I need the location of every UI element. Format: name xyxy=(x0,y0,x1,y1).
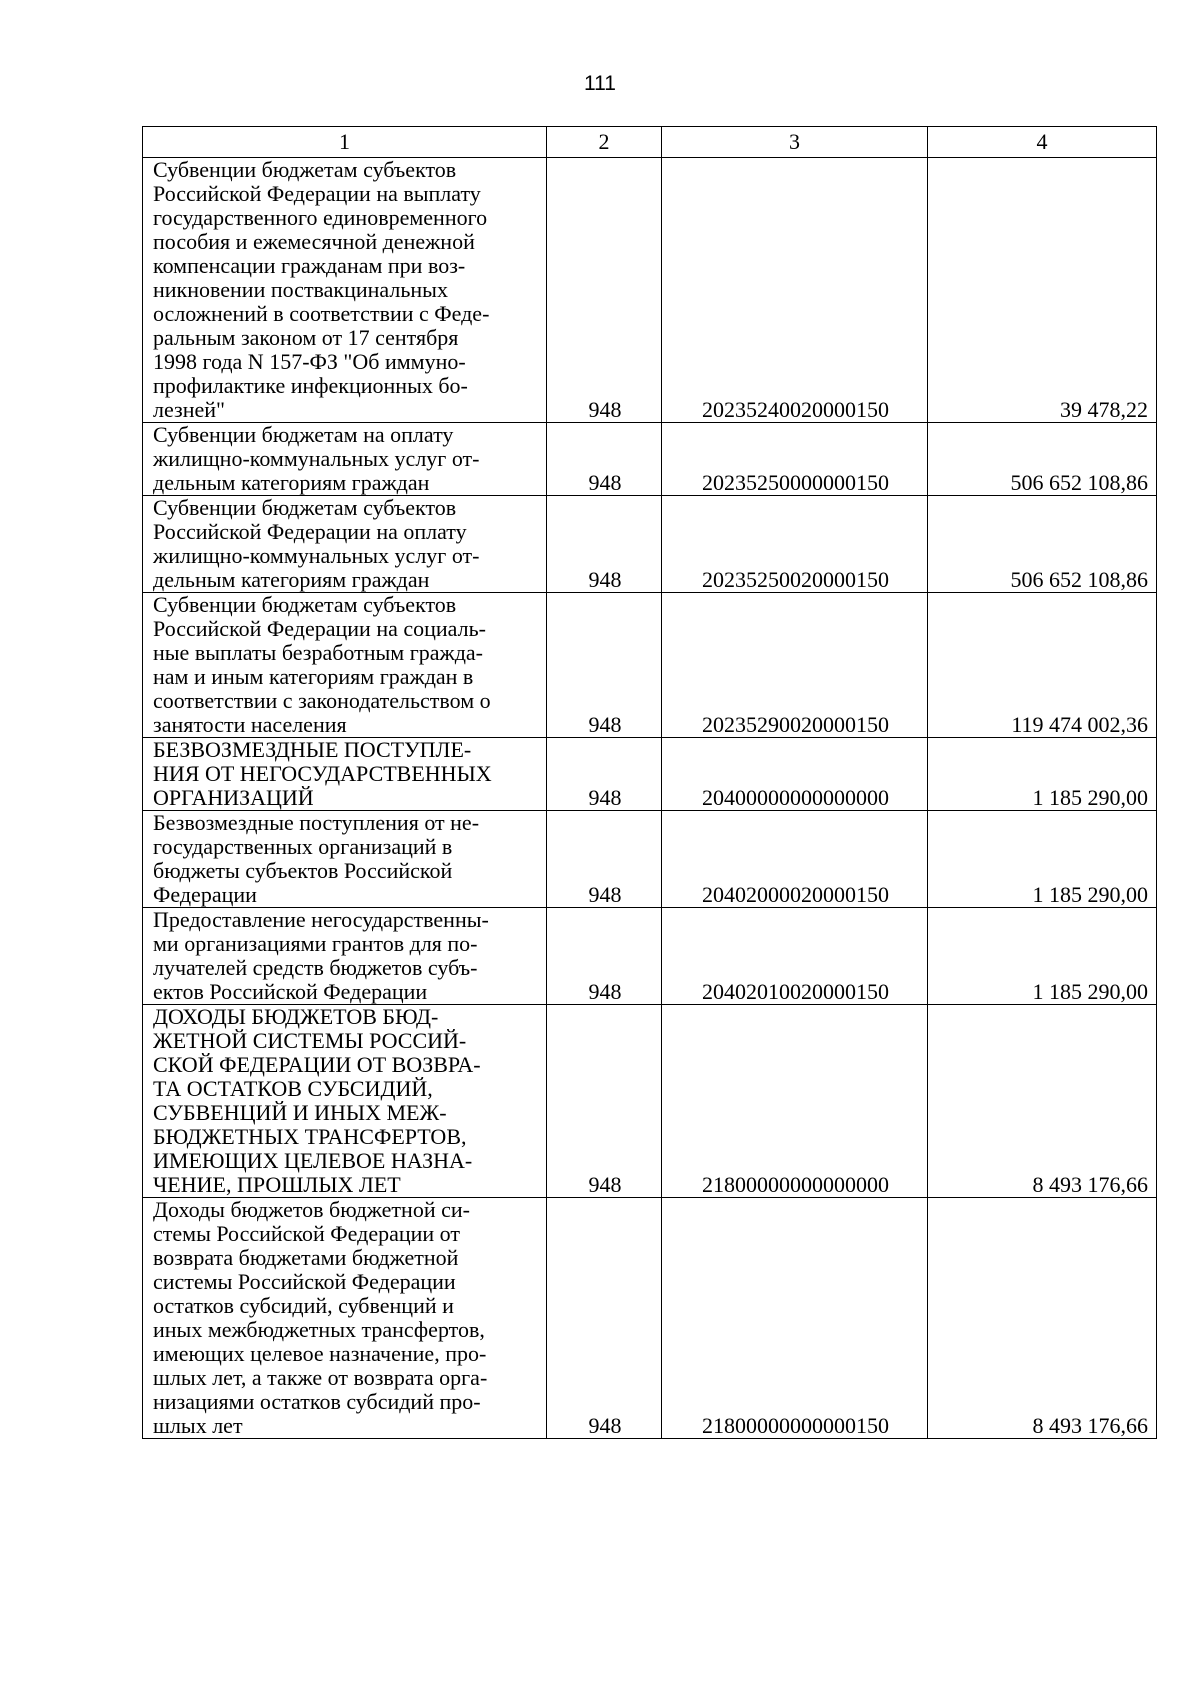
table-row xyxy=(143,423,1157,496)
table-row xyxy=(143,811,1157,908)
row-budget-code: 20402010020000150 xyxy=(662,908,928,1005)
row-description xyxy=(143,158,547,423)
row-budget-code: 21800000000000150 xyxy=(662,1198,928,1439)
row-description xyxy=(143,1005,547,1198)
row-description-text: Субвенции бюджетам на оплату жилищно-коммунальных услуг от- дельным категориям граждан xyxy=(153,422,480,495)
row-description-text: Безвозмездные поступления от не- государственных организаций в бюджеты субъектов Российской Федерации xyxy=(153,810,480,907)
row-description-text: Субвенции бюджетам субъектов Российской Федерации на выплату государственного единовременного пособия и ежемесячной денежной компенсации гражданам при воз- никновении поствакцинальных осложнений в соответствии с Феде- ральным законом от 17 сентября 1998 года N 157-ФЗ "Об иммуно- профилактике инфекционных бо- лезней" xyxy=(153,157,490,422)
row-budget-code: 20400000000000000 xyxy=(662,738,928,811)
row-description-text: ДОХОДЫ БЮДЖЕТОВ БЮД- ЖЕТНОЙ СИСТЕМЫ РОССИЙ- СКОЙ ФЕДЕРАЦИИ ОТ ВОЗВРА- ТА ОСТАТКОВ СУБСИДИЙ, СУБВЕНЦИЙ И ИНЫХ МЕЖ- БЮДЖЕТНЫХ ТРАНСФЕРТОВ, ИМЕЮЩИХ ЦЕЛЕВОЕ НАЗНА- ЧЕНИЕ, ПРОШЛЫХ ЛЕТ xyxy=(153,1004,481,1197)
table-header-row xyxy=(143,127,1157,158)
row-description-text: БЕЗВОЗМЕЗДНЫЕ ПОСТУПЛЕ- НИЯ ОТ НЕГОСУДАРСТВЕННЫХ ОРГАНИЗАЦИЙ xyxy=(153,737,492,810)
row-admin-code: 948 xyxy=(547,1005,662,1198)
row-budget-code: 20235250020000150 xyxy=(662,496,928,593)
row-budget-code: 21800000000000000 xyxy=(662,1005,928,1198)
table-row xyxy=(143,496,1157,593)
table-row xyxy=(143,908,1157,1005)
row-description-text: Субвенции бюджетам субъектов Российской Федерации на оплату жилищно-коммунальных услуг от- дельным категориям граждан xyxy=(153,495,480,592)
row-amount: 1 185 290,00 xyxy=(928,811,1157,908)
table-row xyxy=(143,1198,1157,1439)
column-header-1: 1 xyxy=(143,127,547,158)
row-budget-code: 20402000020000150 xyxy=(662,811,928,908)
column-header-3: 3 xyxy=(662,127,928,158)
row-budget-code: 20235240020000150 xyxy=(662,158,928,423)
row-description xyxy=(143,496,547,593)
row-budget-code: 20235250000000150 xyxy=(662,423,928,496)
row-description xyxy=(143,593,547,738)
row-budget-code: 20235290020000150 xyxy=(662,593,928,738)
row-description xyxy=(143,811,547,908)
table-row xyxy=(143,1005,1157,1198)
table-row xyxy=(143,593,1157,738)
row-admin-code: 948 xyxy=(547,1198,662,1439)
row-amount: 1 185 290,00 xyxy=(928,738,1157,811)
budget-table xyxy=(142,126,1157,1439)
row-admin-code: 948 xyxy=(547,738,662,811)
row-description xyxy=(143,738,547,811)
table-row xyxy=(143,738,1157,811)
row-amount: 8 493 176,66 xyxy=(928,1005,1157,1198)
row-description xyxy=(143,908,547,1005)
row-admin-code: 948 xyxy=(547,593,662,738)
row-description-text: Доходы бюджетов бюджетной си- стемы Российской Федерации от возврата бюджетами бюджетной системы Российской Федерации остатков субсидий, субвенций и иных межбюджетных трансфертов, имеющих целевое назначение, про- шлых лет, а также от возврата орга- низациями остатков субсидий про- шлых лет xyxy=(153,1197,488,1438)
row-amount: 39 478,22 xyxy=(928,158,1157,423)
row-amount: 8 493 176,66 xyxy=(928,1198,1157,1439)
row-admin-code: 948 xyxy=(547,908,662,1005)
row-description-text: Предоставление негосударственны- ми организациями грантов для по- лучателей средств бюджетов субъ- ектов Российской Федерации xyxy=(153,907,489,1004)
column-header-2: 2 xyxy=(547,127,662,158)
row-amount: 506 652 108,86 xyxy=(928,496,1157,593)
table-row xyxy=(143,158,1157,423)
row-amount: 1 185 290,00 xyxy=(928,908,1157,1005)
row-admin-code: 948 xyxy=(547,811,662,908)
row-admin-code: 948 xyxy=(547,496,662,593)
row-admin-code: 948 xyxy=(547,423,662,496)
row-description xyxy=(143,1198,547,1439)
row-description-text: Субвенции бюджетам субъектов Российской Федерации на социаль- ные выплаты безработным гражда- нам и иным категориям граждан в соответствии с законодательством о занятости населения xyxy=(153,592,491,737)
row-description xyxy=(143,423,547,496)
column-header-4: 4 xyxy=(928,127,1157,158)
row-admin-code: 948 xyxy=(547,158,662,423)
row-amount: 506 652 108,86 xyxy=(928,423,1157,496)
row-amount: 119 474 002,36 xyxy=(928,593,1157,738)
page-number: 111 xyxy=(584,72,616,95)
